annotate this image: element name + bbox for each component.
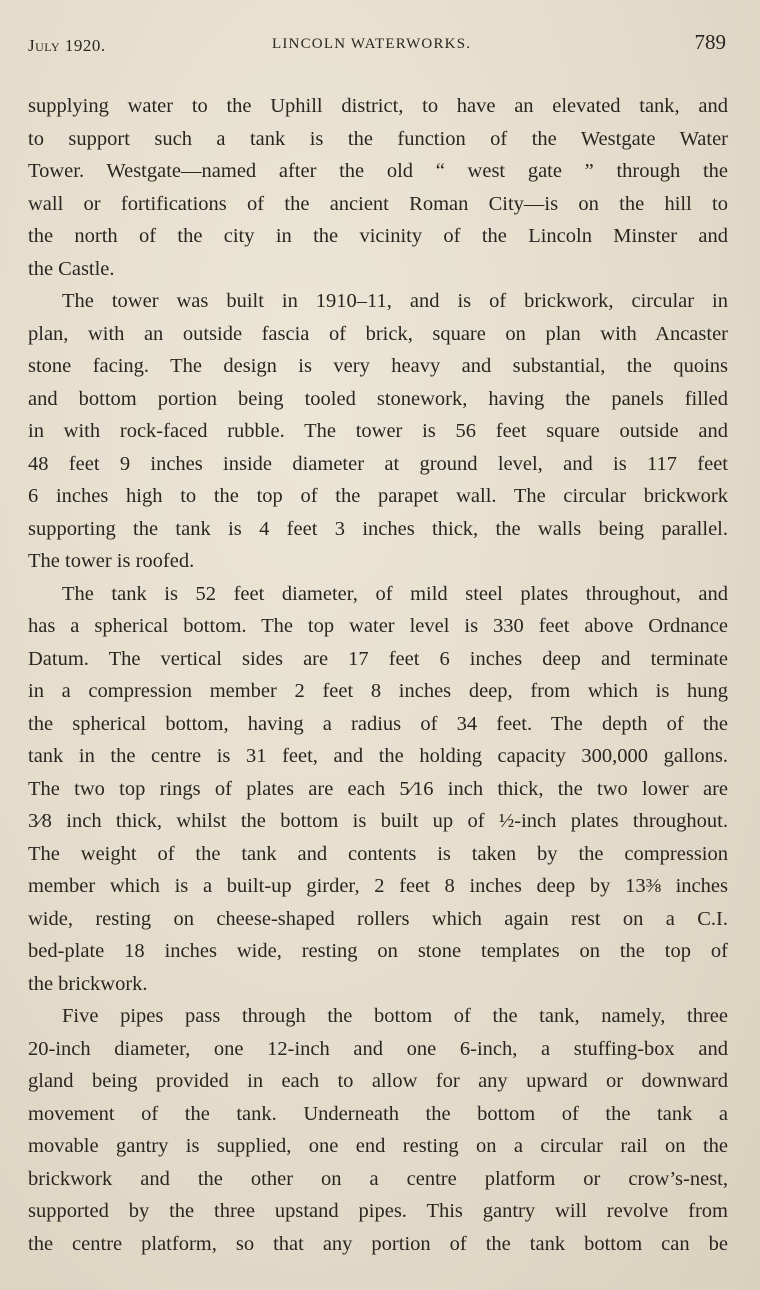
- paragraph: [28, 578, 728, 1001]
- text-line: in with rock-faced rubble. The tower is 56 feet square outside and: [28, 420, 728, 442]
- text-line: Tower. Westgate—named after the old “ west gate ” through the: [28, 160, 728, 182]
- running-header: [28, 28, 726, 58]
- text-line: 48 feet 9 inches inside diameter at ground level, and is 117 feet: [28, 452, 728, 475]
- text-line: stone facing. The design is very heavy and substantial, the quoins: [28, 355, 728, 377]
- paragraph: [28, 285, 728, 578]
- text-line: The two top rings of plates are each 5⁄16 inch thick, the two lower are: [28, 777, 728, 800]
- text-line: the north of the city in the vicinity of the Lincoln Minster and: [28, 225, 728, 247]
- text-line: The weight of the tank and contents is taken by the compression: [28, 842, 728, 865]
- text-line: brickwork and the other on a centre platform or crow’s-nest,: [28, 1167, 728, 1190]
- text-line: wall or fortifications of the ancient Roman City—is on the hill to: [28, 192, 728, 215]
- text-line: 6 inches high to the top of the parapet wall. The circular brickwork: [28, 485, 728, 507]
- text-line: has a spherical bottom. The top water level is 330 feet above Ordnance: [28, 615, 728, 637]
- text-line: the centre platform, so that any portion of the tank bottom can be: [28, 1232, 728, 1255]
- text-line: 20-inch diameter, one 12-inch and one 6-inch, a stuffing-box and: [28, 1037, 728, 1060]
- text-line: 3⁄8 inch thick, whilst the bottom is built up of ½-inch plates throughout.: [28, 810, 728, 832]
- text-line: the spherical bottom, having a radius of 34 feet. The depth of the: [28, 712, 728, 735]
- text-line: Five pipes pass through the bottom of the tank, namely, three: [62, 1005, 728, 1027]
- text-line: to support such a tank is the function of the Westgate Water: [28, 127, 728, 150]
- text-line: movable gantry is supplied, one end resting on a circular rail on the: [28, 1135, 728, 1157]
- text-line: supplying water to the Uphill district, to have an elevated tank, and: [28, 95, 728, 117]
- text-line: in a compression member 2 feet 8 inches deep, from which is hung: [28, 680, 728, 702]
- header-title: LINCOLN WATERWORKS.: [272, 36, 472, 52]
- text-line: wide, resting on cheese-shaped rollers which again rest on a C.I.: [28, 907, 728, 930]
- paragraph: [28, 1000, 728, 1260]
- page-number: 789: [694, 30, 726, 54]
- text-line: The tower is roofed.: [28, 550, 195, 572]
- text-line: the Castle.: [28, 257, 115, 280]
- text-line: supporting the tank is 4 feet 3 inches thick, the walls being parallel.: [28, 517, 728, 540]
- header-date: July 1920.: [28, 36, 106, 55]
- text-line: the brickwork.: [28, 972, 148, 995]
- body-text: [28, 90, 728, 1260]
- text-line: The tank is 52 feet diameter, of mild steel plates throughout, and: [62, 582, 728, 605]
- text-line: movement of the tank. Underneath the bottom of the tank a: [28, 1102, 728, 1125]
- text-line: supported by the three upstand pipes. This gantry will revolve from: [28, 1200, 728, 1222]
- text-line: gland being provided in each to allow for any upward or downward: [28, 1070, 728, 1092]
- text-line: The tower was built in 1910–11, and is of brickwork, circular in: [62, 290, 728, 312]
- text-line: plan, with an outside fascia of brick, square on plan with Ancaster: [28, 322, 728, 345]
- text-line: member which is a built-up girder, 2 feet 8 inches deep by 13⅜ inches: [28, 875, 728, 897]
- paragraph: [28, 90, 728, 285]
- text-line: bed-plate 18 inches wide, resting on stone templates on the top of: [28, 940, 728, 962]
- text-line: and bottom portion being tooled stonework, having the panels filled: [28, 387, 728, 410]
- text-line: tank in the centre is 31 feet, and the holding capacity 300,000 gallons.: [28, 745, 728, 767]
- text-line: Datum. The vertical sides are 17 feet 6 inches deep and terminate: [28, 647, 728, 670]
